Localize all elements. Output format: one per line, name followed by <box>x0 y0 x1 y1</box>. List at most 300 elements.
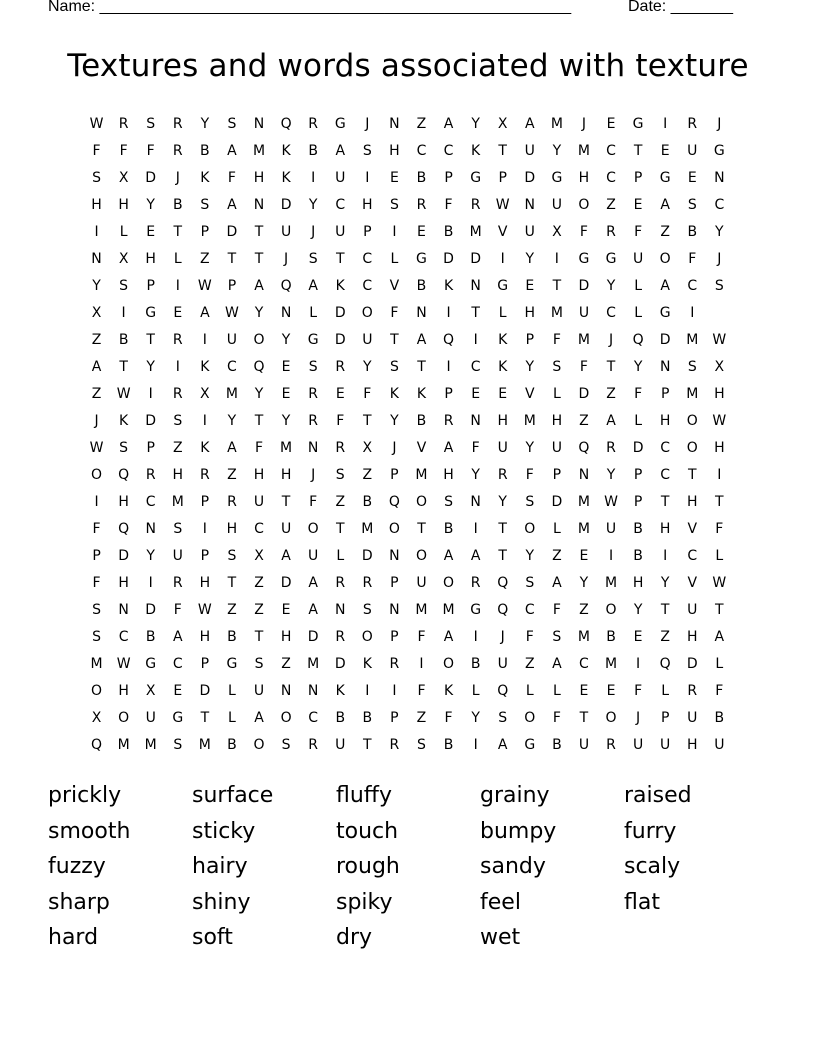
grid-letter: V <box>525 386 535 402</box>
grid-letter: P <box>390 467 399 483</box>
grid-letter: S <box>146 116 156 132</box>
grid-letter: F <box>390 305 399 321</box>
grid-letter: D <box>361 548 373 564</box>
grid-letter: F <box>444 710 453 726</box>
grid-letter: B <box>416 413 427 429</box>
grid-row <box>83 546 733 573</box>
grid-row <box>83 141 733 168</box>
grid-letter: M <box>577 629 590 645</box>
grid-letter: D <box>659 332 671 348</box>
grid-letter: Q <box>118 521 130 537</box>
grid-letter: I <box>365 683 370 699</box>
grid-letter: Y <box>146 548 155 564</box>
grid-letter: Q <box>578 440 590 456</box>
grid-letter: C <box>145 494 156 510</box>
grid-letter: R <box>335 440 346 456</box>
grid-letter: Z <box>200 251 210 267</box>
grid-letter: R <box>308 413 319 429</box>
grid-letter: F <box>634 386 643 402</box>
grid-letter: I <box>608 548 614 564</box>
grid-letter: A <box>660 278 670 294</box>
grid-letter: O <box>253 737 265 753</box>
grid-letter: M <box>442 602 455 618</box>
grid-letter: X <box>254 548 264 564</box>
grid-letter: N <box>470 413 481 429</box>
grid-letter: T <box>687 467 697 483</box>
grid-letter: E <box>173 305 183 321</box>
grid-letter: U <box>660 737 671 753</box>
grid-letter: B <box>118 332 129 348</box>
grid-letter: E <box>525 278 535 294</box>
grid-letter: S <box>173 521 183 537</box>
grid-letter: Q <box>280 278 292 294</box>
grid-letter: L <box>715 548 724 564</box>
grid-letter: M <box>415 467 428 483</box>
grid-letter: C <box>687 278 698 294</box>
grid-letter: E <box>281 359 291 375</box>
grid-letter: O <box>524 710 536 726</box>
grid-letter: T <box>173 224 183 240</box>
grid-letter: X <box>91 305 102 321</box>
grid-letter: N <box>307 683 319 699</box>
grid-letter: A <box>470 548 481 564</box>
grid-letter: N <box>335 602 346 618</box>
grid-letter: D <box>443 251 454 267</box>
grid-letter: X <box>91 710 102 726</box>
grid-letter: U <box>714 737 725 753</box>
grid-letter: F <box>119 143 128 159</box>
grid-letter: L <box>552 683 561 699</box>
grid-letter: N <box>389 602 400 618</box>
word-bank-word: fluffy <box>336 783 392 808</box>
grid-letter: M <box>686 332 699 348</box>
grid-letter: F <box>444 197 453 213</box>
grid-letter: I <box>202 413 207 429</box>
grid-letter: O <box>524 521 536 537</box>
grid-letter: H <box>443 467 454 483</box>
grid-letter: G <box>713 143 725 159</box>
grid-letter: H <box>714 440 725 456</box>
grid-letter: P <box>390 575 399 591</box>
grid-letter: S <box>308 251 318 267</box>
grid-letter: Y <box>606 467 616 483</box>
grid-letter: M <box>415 602 428 618</box>
grid-letter: R <box>470 197 481 213</box>
grid-letter: C <box>227 359 237 375</box>
grid-letter: Y <box>281 332 291 348</box>
grid-letter: N <box>524 197 536 213</box>
grid-letter: A <box>443 440 454 456</box>
grid-letter: B <box>714 710 725 726</box>
grid-letter: P <box>200 548 210 564</box>
grid-letter: T <box>119 359 128 375</box>
grid-letter: D <box>199 683 211 699</box>
grid-letter: J <box>392 440 397 456</box>
grid-letter: Q <box>659 656 671 672</box>
grid-letter: J <box>608 332 614 348</box>
grid-letter: T <box>471 305 480 321</box>
grid-letter: S <box>227 548 237 564</box>
grid-letter: Y <box>633 602 643 618</box>
word-bank-word: fuzzy <box>48 854 106 879</box>
grid-row <box>83 330 733 357</box>
grid-letter: S <box>498 710 508 726</box>
grid-letter: G <box>145 656 157 672</box>
grid-letter: H <box>578 170 590 186</box>
grid-letter: U <box>335 170 346 186</box>
grid-letter: E <box>633 197 643 213</box>
grid-letter: Y <box>227 413 237 429</box>
grid-letter: O <box>605 710 617 726</box>
grid-letter: Y <box>525 251 535 267</box>
grid-letter: W <box>712 575 727 591</box>
grid-letter: Y <box>308 197 318 213</box>
word-bank-row <box>48 885 768 921</box>
grid-letter: T <box>335 251 345 267</box>
grid-letter: J <box>581 116 587 132</box>
grid-letter: G <box>524 737 536 753</box>
grid-letter: X <box>362 440 373 456</box>
grid-letter: R <box>172 143 183 159</box>
grid-letter: J <box>284 251 289 267</box>
grid-letter: A <box>227 440 237 456</box>
grid-letter: C <box>579 656 589 672</box>
grid-letter: E <box>471 386 481 402</box>
grid-letter: M <box>280 440 293 456</box>
grid-letter: K <box>281 143 291 159</box>
grid-letter: M <box>198 737 211 753</box>
grid-letter: I <box>392 224 397 240</box>
grid-letter: C <box>443 143 454 159</box>
grid-letter: Z <box>416 116 427 132</box>
grid-letter: Y <box>579 575 589 591</box>
grid-letter: M <box>252 143 266 159</box>
grid-letter: J <box>365 116 370 132</box>
grid-letter: E <box>335 386 345 402</box>
grid-letter: F <box>363 386 372 402</box>
grid-letter: K <box>498 332 508 348</box>
grid-letter: W <box>495 197 510 213</box>
grid-letter: T <box>227 575 237 591</box>
grid-letter: O <box>686 413 698 429</box>
grid-letter: S <box>92 602 101 618</box>
grid-letter: U <box>335 737 346 753</box>
grid-letter: U <box>497 656 508 672</box>
grid-letter: S <box>92 170 101 186</box>
grid-letter: G <box>659 305 671 321</box>
grid-row <box>83 384 733 411</box>
grid-letter: T <box>254 224 264 240</box>
grid-letter: Y <box>390 413 399 429</box>
grid-letter: O <box>253 332 265 348</box>
word-bank-word: scaly <box>624 854 681 879</box>
grid-letter: S <box>200 197 210 213</box>
grid-letter: R <box>606 737 616 753</box>
grid-letter: O <box>280 710 292 726</box>
grid-letter: S <box>254 656 264 672</box>
word-bank-word: furry <box>624 818 677 844</box>
word-bank-word: sandy <box>480 854 546 879</box>
grid-letter: T <box>254 629 264 645</box>
grid-letter: Z <box>172 440 183 456</box>
grid-letter: U <box>253 494 265 510</box>
grid-letter: P <box>444 170 453 186</box>
grid-letter: A <box>91 359 102 375</box>
grid-letter: H <box>253 467 265 483</box>
grid-letter: P <box>200 494 210 510</box>
grid-row <box>83 114 733 141</box>
grid-letter: A <box>227 143 237 159</box>
grid-row <box>83 519 733 546</box>
grid-letter: A <box>497 737 508 753</box>
grid-letter: F <box>227 170 236 186</box>
grid-letter: I <box>121 305 126 321</box>
grid-letter: Q <box>253 359 265 375</box>
word-bank-word: smooth <box>48 818 131 844</box>
grid-letter: U <box>362 332 373 348</box>
grid-letter: R <box>335 629 346 645</box>
grid-letter: A <box>281 548 291 564</box>
grid-letter: N <box>470 494 481 510</box>
grid-letter: S <box>281 737 291 753</box>
grid-letter: G <box>551 170 563 186</box>
grid-letter: A <box>335 143 346 159</box>
grid-letter: P <box>227 278 237 294</box>
grid-letter: O <box>415 548 427 564</box>
grid-letter: A <box>443 116 454 132</box>
grid-letter: F <box>471 440 480 456</box>
grid-letter: C <box>172 656 183 672</box>
grid-letter: D <box>307 629 319 645</box>
grid-letter: F <box>92 143 101 159</box>
grid-letter: Z <box>91 332 102 348</box>
grid-letter: I <box>148 386 153 402</box>
grid-letter: W <box>89 116 104 132</box>
grid-letter: S <box>687 197 697 213</box>
grid-letter: R <box>145 467 156 483</box>
grid-letter: Z <box>254 602 264 618</box>
grid-letter: B <box>227 629 237 645</box>
grid-letter: F <box>336 413 345 429</box>
grid-letter: C <box>362 251 373 267</box>
grid-letter: U <box>253 683 265 699</box>
grid-letter: P <box>633 170 643 186</box>
grid-letter: Y <box>606 278 616 294</box>
grid-letter: U <box>605 521 617 537</box>
grid-letter: H <box>497 413 508 429</box>
grid-letter: P <box>498 170 507 186</box>
grid-letter: D <box>145 602 157 618</box>
grid-letter: T <box>363 413 372 429</box>
grid-letter: B <box>172 197 183 213</box>
grid-letter: E <box>687 170 697 186</box>
grid-letter: O <box>686 440 698 456</box>
grid-letter: Q <box>280 116 292 132</box>
grid-letter: G <box>307 332 319 348</box>
grid-letter: B <box>362 710 373 726</box>
grid-letter: L <box>498 305 507 321</box>
grid-letter: H <box>172 467 184 483</box>
grid-letter: R <box>389 737 400 753</box>
grid-letter: A <box>227 197 237 213</box>
grid-letter: P <box>633 494 643 510</box>
grid-row <box>83 492 733 519</box>
grid-row <box>83 465 733 492</box>
word-bank-word: sharp <box>48 889 110 915</box>
grid-letter: N <box>253 197 265 213</box>
grid-letter: G <box>334 116 346 132</box>
letter-grid <box>83 114 733 762</box>
grid-letter: B <box>633 548 643 564</box>
grid-letter: B <box>687 224 698 240</box>
grid-letter: H <box>551 413 563 429</box>
grid-letter: U <box>416 575 427 591</box>
word-bank-word <box>624 920 768 956</box>
grid-letter: Z <box>416 710 427 726</box>
grid-row <box>83 627 733 654</box>
grid-letter: U <box>497 440 508 456</box>
grid-letter: K <box>416 386 427 402</box>
grid-letter: R <box>308 386 319 402</box>
grid-row <box>83 357 733 384</box>
grid-letter: E <box>281 386 291 402</box>
grid-letter: A <box>443 629 454 645</box>
grid-letter: W <box>116 656 131 672</box>
word-bank-word: sticky <box>192 818 256 844</box>
grid-letter: Y <box>552 143 562 159</box>
grid-letter: N <box>470 278 481 294</box>
grid-letter: T <box>552 278 562 294</box>
grid-letter: I <box>175 278 180 294</box>
grid-letter: X <box>497 116 508 132</box>
grid-letter: C <box>687 548 698 564</box>
grid-letter: Y <box>146 359 155 375</box>
grid-letter: I <box>392 683 397 699</box>
grid-letter: W <box>225 305 239 321</box>
grid-letter: A <box>660 197 670 213</box>
grid-letter: P <box>660 386 670 402</box>
word-bank <box>48 778 768 956</box>
grid-letter: A <box>308 602 318 618</box>
grid-letter: I <box>419 656 424 672</box>
grid-letter: L <box>173 251 182 267</box>
grid-letter: E <box>389 170 399 186</box>
grid-letter: L <box>228 710 236 726</box>
grid-letter: Y <box>471 116 480 132</box>
grid-letter: D <box>226 224 238 240</box>
grid-letter: H <box>389 143 400 159</box>
grid-row <box>83 276 733 303</box>
grid-letter: N <box>280 305 292 321</box>
grid-letter: F <box>309 494 318 510</box>
grid-letter: F <box>254 440 264 456</box>
grid-letter: C <box>606 143 616 159</box>
grid-letter: C <box>714 197 725 213</box>
grid-letter: A <box>416 332 427 348</box>
grid-letter: U <box>632 251 644 267</box>
grid-letter: P <box>525 332 535 348</box>
grid-letter: O <box>307 521 319 537</box>
grid-letter: K <box>443 278 454 294</box>
grid-letter: I <box>446 305 451 321</box>
grid-letter: G <box>578 251 590 267</box>
grid-letter: N <box>145 521 156 537</box>
grid-letter: Y <box>281 413 291 429</box>
grid-letter: S <box>173 413 183 429</box>
grid-letter: V <box>389 278 400 294</box>
grid-letter: S <box>525 494 535 510</box>
grid-letter: B <box>470 656 481 672</box>
grid-letter: D <box>686 656 698 672</box>
grid-letter: A <box>308 575 318 591</box>
grid-letter: A <box>525 116 535 132</box>
grid-letter: R <box>416 197 427 213</box>
grid-letter: I <box>663 548 668 564</box>
grid-letter: H <box>686 737 698 753</box>
grid-letter: G <box>470 170 482 186</box>
grid-letter: T <box>281 494 291 510</box>
grid-letter: H <box>199 629 211 645</box>
grid-letter: U <box>280 224 292 240</box>
grid-letter: S <box>173 737 183 753</box>
grid-letter: K <box>471 143 481 159</box>
grid-letter: O <box>91 683 103 699</box>
grid-letter: T <box>498 521 507 537</box>
grid-letter: N <box>91 251 102 267</box>
grid-letter: E <box>606 683 616 699</box>
grid-letter: M <box>686 386 699 402</box>
grid-letter: N <box>416 305 427 321</box>
grid-letter: Q <box>632 332 644 348</box>
grid-letter: Z <box>227 602 237 618</box>
grid-letter: C <box>660 467 671 483</box>
grid-letter: K <box>119 413 129 429</box>
grid-letter: Y <box>146 197 155 213</box>
grid-letter: A <box>254 278 264 294</box>
grid-letter: A <box>552 575 562 591</box>
grid-letter: T <box>606 359 616 375</box>
grid-letter: N <box>578 467 590 483</box>
word-bank-word: hairy <box>192 854 248 879</box>
grid-letter: F <box>634 224 643 240</box>
grid-letter: D <box>334 656 346 672</box>
grid-letter: R <box>118 116 129 132</box>
grid-letter: I <box>663 116 668 132</box>
grid-letter: I <box>365 170 370 186</box>
grid-letter: Z <box>281 656 291 672</box>
grid-letter: H <box>524 305 536 321</box>
grid-letter: F <box>525 467 534 483</box>
word-bank-word: dry <box>336 925 373 950</box>
grid-letter: V <box>497 224 508 240</box>
grid-letter: M <box>604 656 618 672</box>
grid-letter: Q <box>443 332 455 348</box>
grid-letter: S <box>92 629 101 645</box>
grid-letter: T <box>254 413 264 429</box>
grid-letter: Y <box>633 359 643 375</box>
grid-letter: S <box>119 278 129 294</box>
grid-letter: V <box>416 440 427 456</box>
grid-letter: B <box>443 224 454 240</box>
grid-letter: J <box>94 413 99 429</box>
grid-letter: R <box>389 656 400 672</box>
grid-letter: C <box>118 629 129 645</box>
grid-letter: R <box>335 359 346 375</box>
grid-letter: Z <box>606 197 616 213</box>
grid-letter: I <box>717 467 722 483</box>
grid-letter: X <box>118 170 129 186</box>
word-bank-row <box>48 920 768 956</box>
